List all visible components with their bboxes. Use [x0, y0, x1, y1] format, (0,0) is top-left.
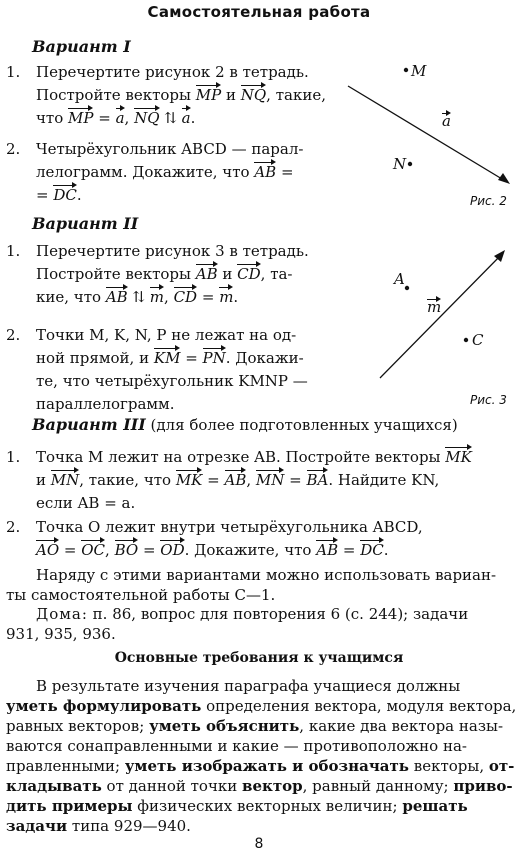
task-line: Перечертите рисунок 2 в тетрадь. — [36, 63, 309, 81]
variant-3-heading-note: (для более подготовленных учащихся) — [145, 416, 458, 434]
vector-dc: DC — [360, 539, 384, 562]
variant-3-task-1 — [6, 446, 511, 516]
figure-3-diagram — [370, 240, 518, 390]
task-line: те, что четырёхугольник KMNP — — [36, 372, 308, 390]
vector-ab: AB — [225, 469, 247, 492]
req-line: равных векторов; уметь объяснить, какие два вектора назы- — [6, 717, 504, 735]
vector-mn: MN — [51, 469, 79, 492]
vector-mk: MK — [176, 469, 203, 492]
point-m-dot — [404, 68, 408, 72]
vector-m: m — [150, 286, 164, 309]
task-number: 2. — [6, 326, 21, 344]
vector-a-label: a — [442, 112, 451, 130]
vector-ab: AB — [106, 286, 128, 309]
variant-1-task-2 — [6, 138, 336, 208]
vector-ao: AO — [36, 539, 59, 562]
home-label: Дома: — [36, 605, 88, 623]
req-line: ваются сонаправленными и какие — противоположно на- — [6, 737, 467, 755]
figure-3-caption: Рис. 3 — [470, 393, 507, 407]
task-line: Точки M, K, N, P не лежат на од- — [36, 326, 297, 344]
vector-dc: DC — [53, 184, 77, 207]
vector-ab: AB — [254, 161, 276, 184]
task-line: Точка M лежит на отрезке AB. Постройте векторы MK — [36, 446, 472, 469]
vector-bo: BO — [115, 539, 139, 562]
vector-ab: AB — [196, 263, 218, 286]
req-line: кладывать от данной точки вектор, равный данному; приво- — [6, 777, 513, 795]
task-line: Точка O лежит внутри четырёхугольника ABCD, — [36, 518, 423, 536]
note-block — [6, 566, 511, 644]
point-a-dot — [405, 286, 409, 290]
task-line: что MP = a, NQ ⇅ a. — [36, 107, 326, 130]
vector-m: m — [219, 286, 233, 309]
point-n-label: N — [393, 155, 407, 173]
task-line: Постройте векторы MP и NQ, такие, — [36, 84, 326, 107]
task-line: AO = OC, BO = OD. Докажите, что AB = DC. — [36, 539, 423, 562]
vector-km: KM — [154, 347, 181, 370]
point-m-label: M — [411, 62, 427, 80]
variant-3-heading-row — [32, 415, 458, 434]
req-line: дить примеры физических векторных величин; решать — [6, 797, 468, 815]
variant-3-heading: Вариант III — [32, 415, 146, 434]
req-line: уметь формулировать определения вектора, модуля вектора, — [6, 697, 517, 715]
vector-a: a — [182, 107, 191, 130]
variant-1-task-1 — [6, 61, 336, 131]
req-line: задачи типа 929—940. — [6, 817, 191, 835]
task-line: Перечертите рисунок 3 в тетрадь. — [36, 242, 309, 260]
task-line: Постройте векторы AB и CD, та- — [36, 263, 309, 286]
note-line: 931, 935, 936. — [6, 624, 116, 643]
vector-m-label: m — [427, 298, 442, 316]
task-line: Четырёхугольник ABCD — парал- — [36, 140, 304, 158]
task-line: кие, что AB ⇅ m, CD = m. — [36, 286, 309, 309]
vector-cd: CD — [237, 263, 261, 286]
variant-1-heading: Вариант I — [32, 37, 131, 56]
page-number: 8 — [254, 836, 264, 852]
task-number: 1. — [6, 448, 21, 466]
vector-nq: NQ — [241, 84, 266, 107]
vector-cd: CD — [174, 286, 198, 309]
task-line: параллелограмм. — [36, 395, 175, 413]
task-number: 2. — [6, 140, 21, 158]
variant-3-task-2 — [6, 516, 511, 564]
vector-a-line — [348, 86, 507, 182]
point-c-dot — [464, 338, 468, 342]
task-line: = DC. — [36, 184, 303, 207]
task-line: если AB = a. — [36, 494, 136, 512]
req-line: правленными; уметь изображать и обозначать векторы, от- — [6, 757, 515, 775]
requirements-heading: Основные требования к учащимся — [114, 650, 404, 666]
vector-ab: AB — [316, 539, 338, 562]
task-line: ной прямой, и KM = PN. Докажи- — [36, 347, 308, 370]
task-line: лелограмм. Докажите, что AB = — [36, 161, 303, 184]
requirements-text — [6, 676, 517, 836]
vector-pn: PN — [203, 347, 226, 370]
task-line: и MN, такие, что MK = AB, MN = BA. Найдите KN, — [36, 469, 472, 492]
task-number: 1. — [6, 242, 21, 260]
variant-2-task-1 — [6, 240, 346, 310]
page-title: Самостоятельная работа — [147, 3, 371, 21]
vector-od: OD — [160, 539, 184, 562]
variant-2-heading: Вариант II — [32, 214, 139, 233]
variant-2-task-2 — [6, 324, 346, 416]
point-c-label: C — [472, 331, 484, 349]
vector-a: a — [116, 107, 125, 130]
vector-nq: NQ — [134, 107, 159, 130]
req-line: В результате изучения параграфа учащиеся должны — [36, 677, 461, 695]
vector-oc: OC — [81, 539, 105, 562]
note-line: Наряду с этими вариантами можно использовать вариан- — [36, 566, 497, 584]
point-n-dot — [408, 162, 412, 166]
vector-mp: MP — [196, 84, 221, 107]
vector-mp: MP — [68, 107, 93, 130]
task-number: 2. — [6, 518, 21, 536]
vector-mk: MK — [445, 446, 472, 469]
vector-mn: MN — [256, 469, 284, 492]
note-line: ты самостоятельной работы С—1. — [6, 585, 276, 604]
task-number: 1. — [6, 63, 21, 81]
vector-ba: BA — [307, 469, 329, 492]
vector-a-arrowhead — [498, 173, 510, 184]
figure-2-caption: Рис. 2 — [470, 194, 507, 208]
point-a-label: A — [394, 270, 405, 288]
note-line: Дома: п. 86, вопрос для повторения 6 (с. 244); задачи — [36, 605, 469, 623]
